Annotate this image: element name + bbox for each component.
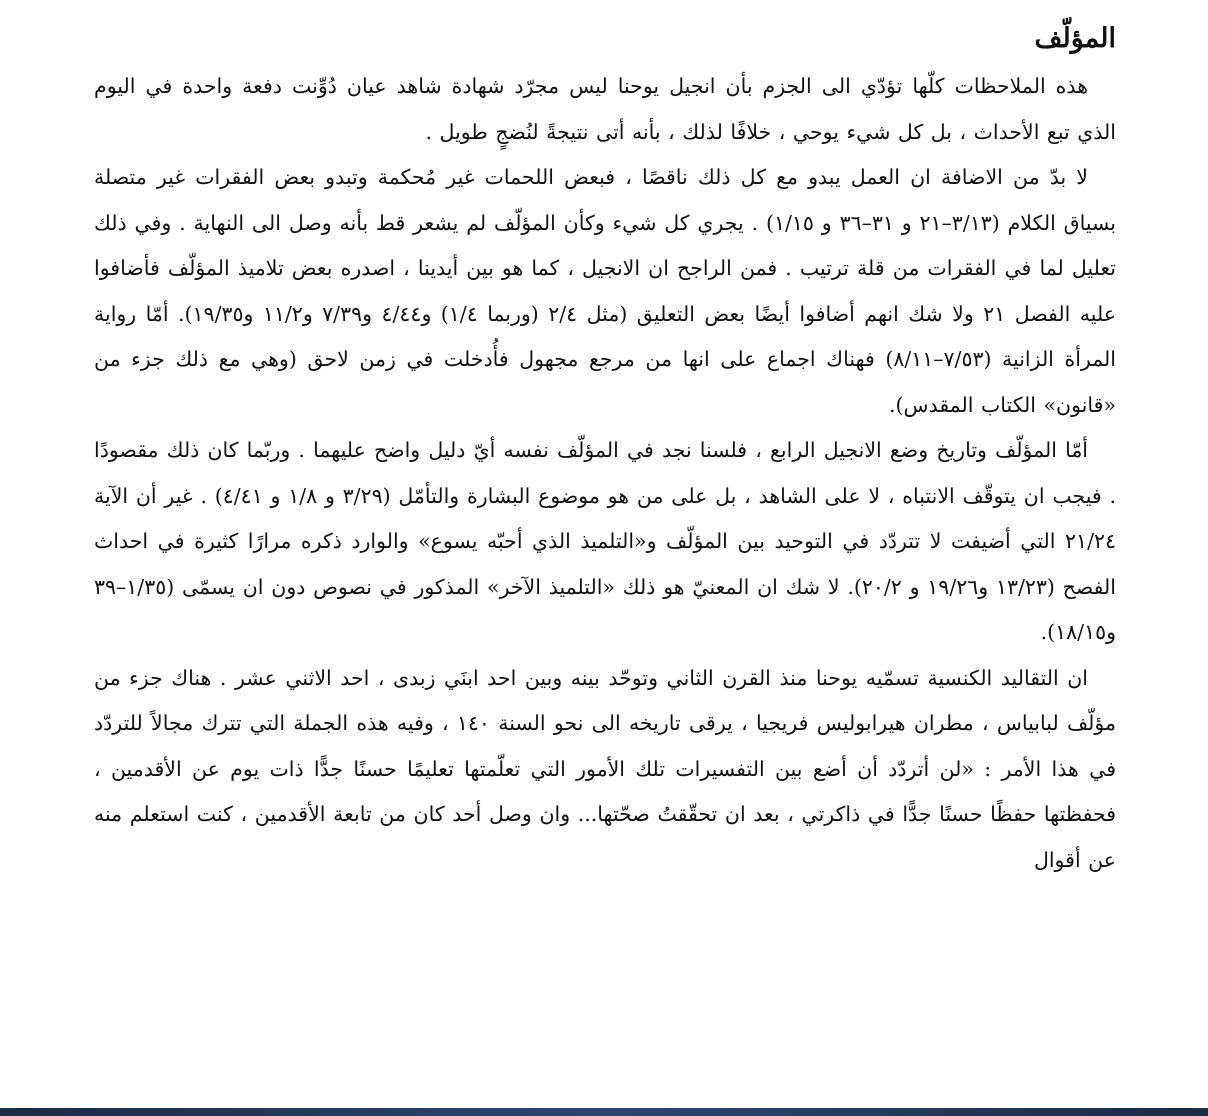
- paragraph-1: هذه الملاحظات كلّها تؤدّي الى الجزم بأن انجيل يوحنا ليس مجرّد شهادة شاهد عيان دُوِّنت دفعة واحدة في اليوم الذي تبع الأحداث ، بل كل شيء يوحي ، خلافًا لذلك ، بأنه أتى نتيجةً لنُضجٍ طويل .: [94, 74, 1116, 144]
- section-heading: المؤلّف: [1034, 23, 1116, 54]
- page-content: [94, 14, 1116, 883]
- paragraph-3: أمّا المؤلّف وتاريخ وضع الانجيل الرابع ، فلسنا نجد في المؤلّف نفسه أيّ دليل واضح عليهما . وربّما كان ذلك مقصودًا . فيجب ان يتوقّف الانتباه ، لا على الشاهد ، بل على من هو موضوع البشارة والتأمّل (٣/٢٩ و ١/٨ و ٤/٤١) . غير أن الآية ٢١/٢٤ التي أضيفت لا تتردّد في التوحيد بين المؤلّف و«التلميذ الذي أحبّه يسوع» والوارد ذكره مرارًا كثيرة في احداث الفصح (١٣/٢٣ و١٩/٢٦ و ٢٠/٢). لا شك ان المعنيّ هو ذلك «التلميذ الآخر» المذكور في نصوص دون ان يسمّى (١/٣٥–٣٩ و١٨/١٥).: [94, 438, 1117, 644]
- bottom-edge-bar: [0, 1108, 1208, 1116]
- paragraph-2: لا بدّ من الاضافة ان العمل يبدو مع كل ذلك ناقصًا ، فبعض اللحمات غير مُحكمة وتبدو بعض الفقرات غير متصلة بسياق الكلام (٣/١٣–٢١ و ٣١–٣٦ و ١/١٥) . يجري كل شيء وكأن المؤلّف لم يشعر قط بأنه وصل الى النهاية . وفي ذلك تعليل لما في الفقرات من قلة ترتيب . فمن الراجح ان الانجيل ، كما هو بين أيدينا ، اصدره بعض تلاميذ المؤلّف فأضافوا عليه الفصل ٢١ ولا شك انهم أضافوا أيضًا بعض التعليق (مثل ٢/٤ (وربما ١/٤) و٤/٤٤ و٧/٣٩ و١١/٢ و١٩/٣٥). أمّا رواية المرأة الزانية (٧/٥٣–٨/١١) فهناك اجماع على انها من مرجع مجهول فأُدخلت في زمن لاحق (وهي مع ذلك جزء من «قانون» الكتاب المقدس).: [94, 165, 1116, 417]
- paragraph-4: ان التقاليد الكنسية تسمّيه يوحنا منذ القرن الثاني وتوحّد بينه وبين احد ابنَي زبدى ، احد الاثني عشر . هناك جزء من مؤلّف لبابياس ، مطران هيرابوليس فريجيا ، يرقى تاريخه الى نحو السنة ١٤٠ ، وفيه هذه الجملة التي تترك مجالاً للتردّد في هذا الأمر : «لن أتردّد أن أضع بين التفسيرات تلك الأمور التي تعلّمتها تعليمًا حسنًا جدًّا ذات يوم عن الأقدمين ، فحفظتها حفظًا حسنًا جدًّا في ذاكرتي ، بعد ان تحقّقتُ صحّتها... وان وصل أحد كان من تابعة الأقدمين ، كنت استعلم منه عن أقوال: [94, 665, 1116, 872]
